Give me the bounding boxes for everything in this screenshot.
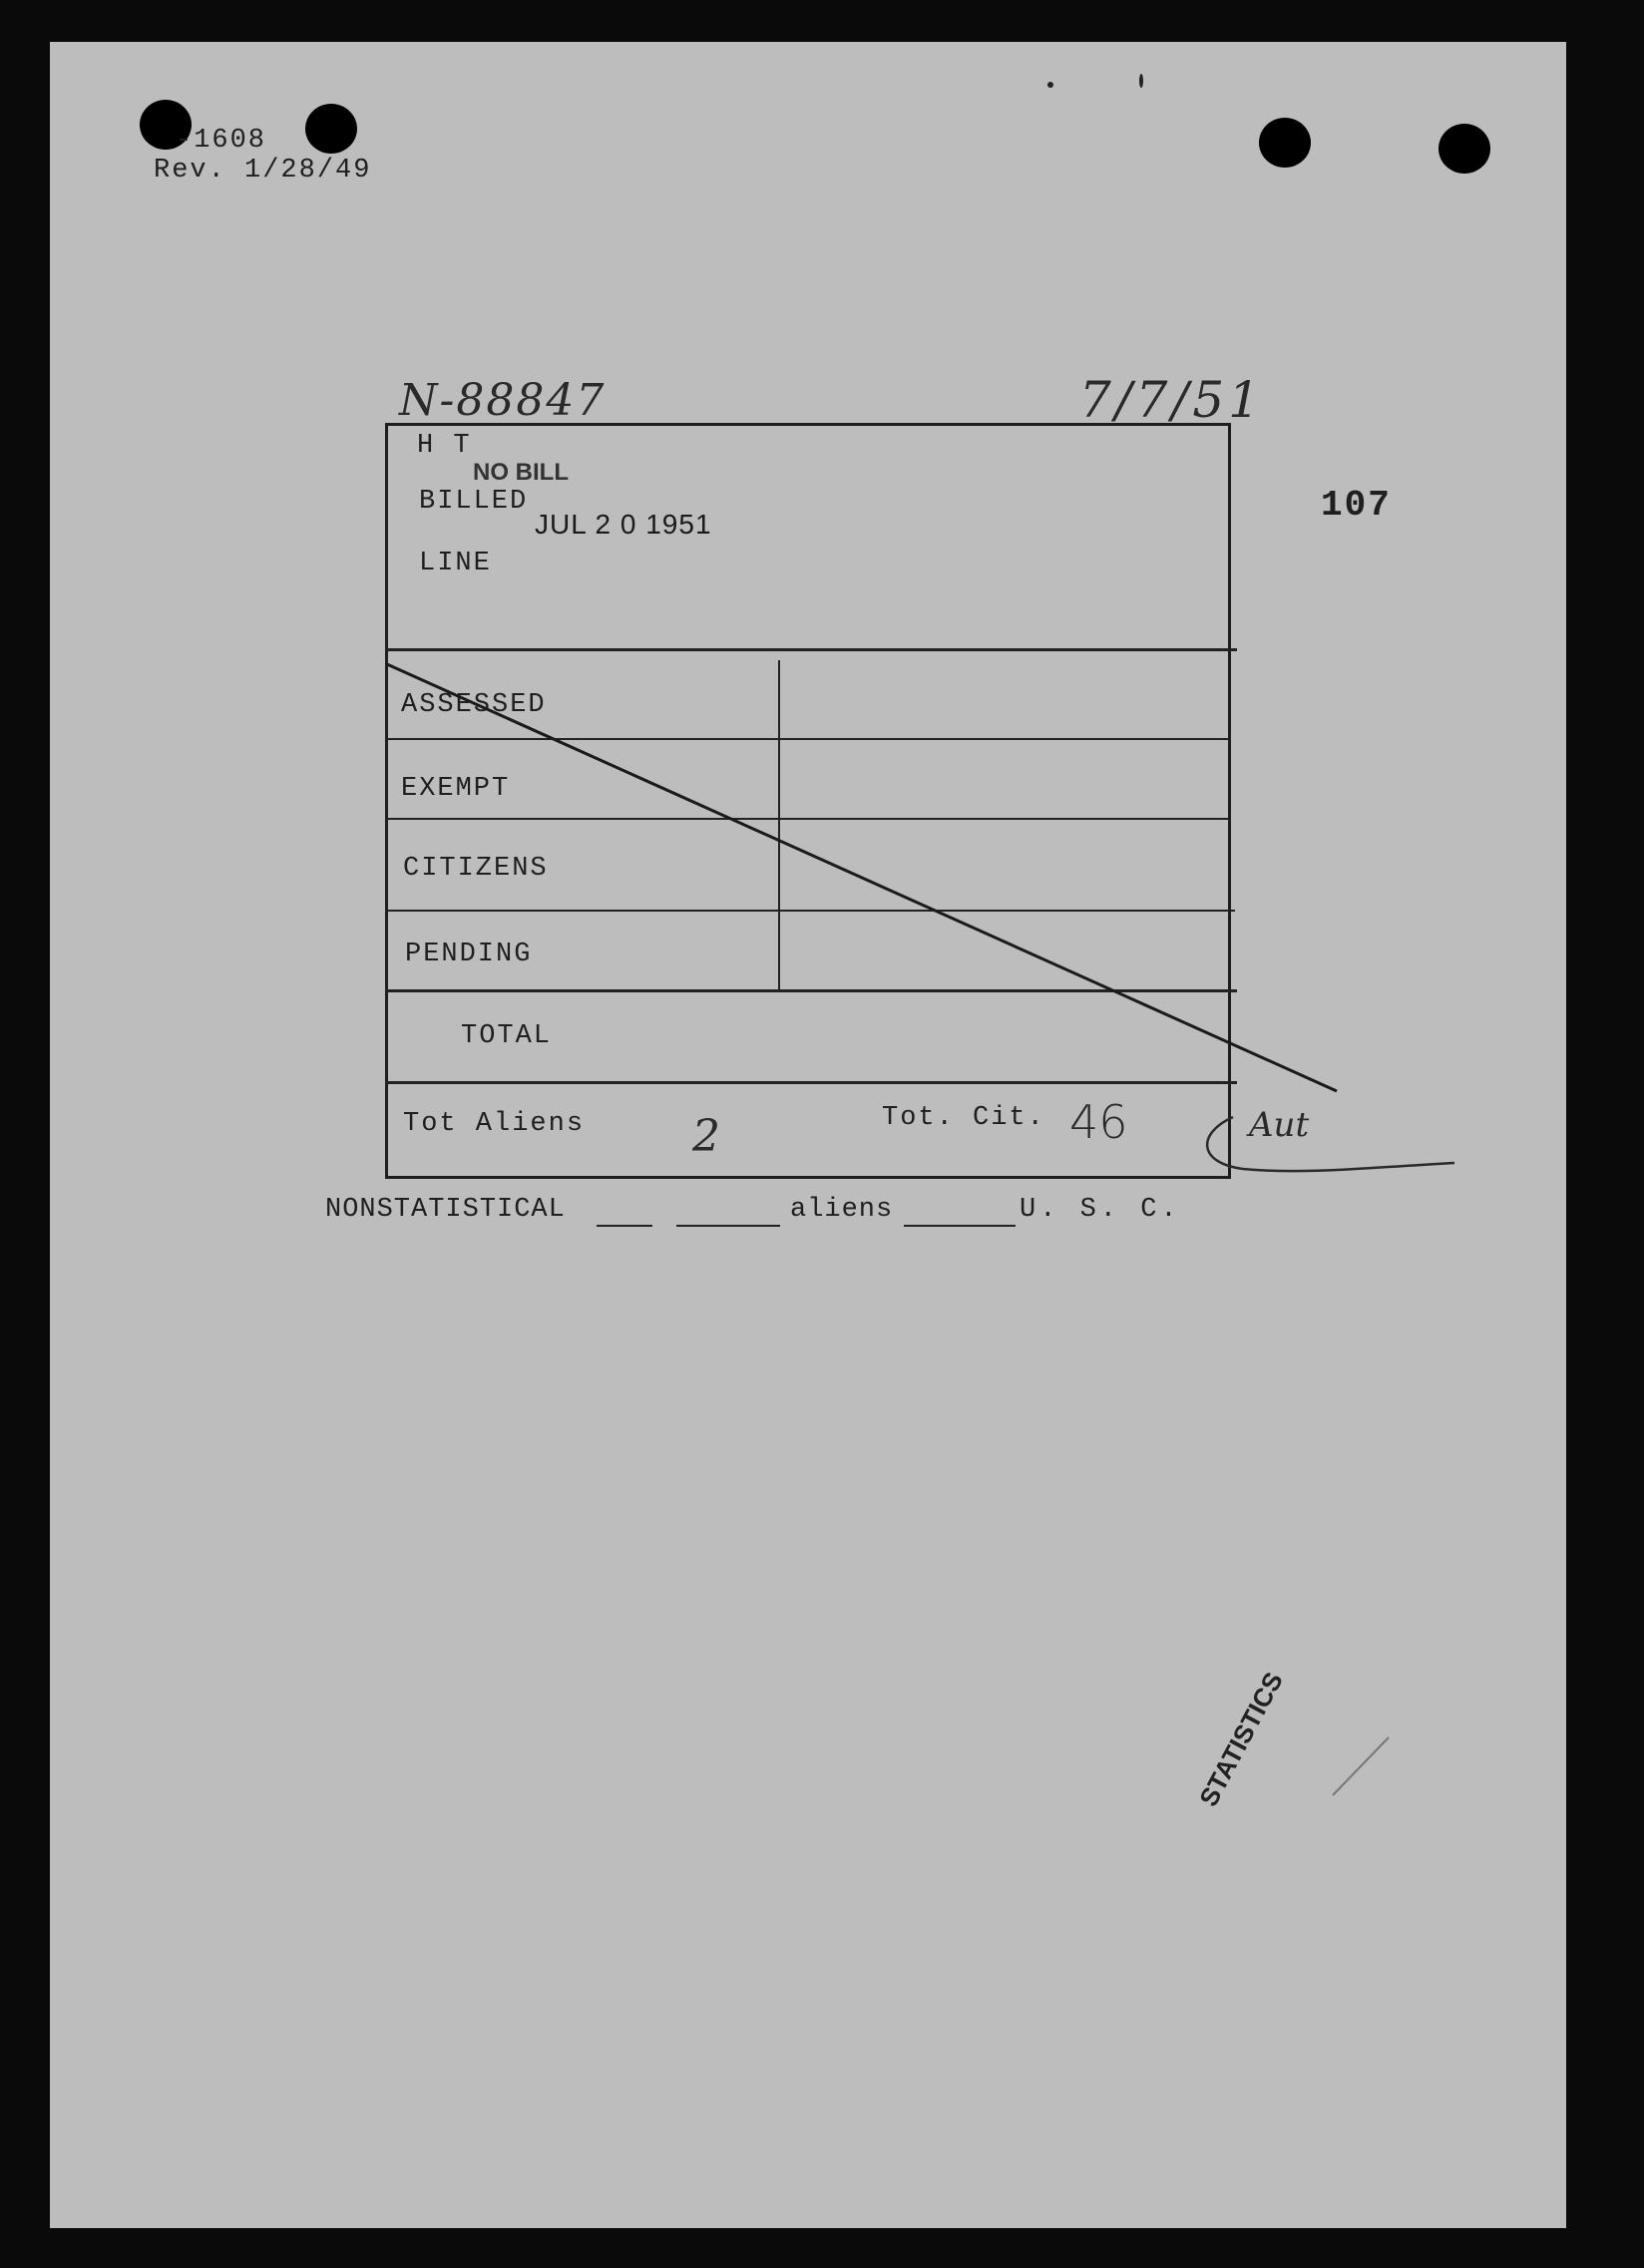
pen-marks — [50, 42, 1566, 2228]
usc-label: U. S. C. — [1020, 1195, 1181, 1225]
nonstatistical-label: NONSTATISTICAL — [325, 1195, 566, 1225]
no-bill-stamp: NO BILL — [473, 459, 569, 486]
row-label-exempt: EXEMPT — [401, 774, 511, 804]
form-number: -1608 — [176, 126, 267, 156]
strike-through-line — [387, 664, 1337, 1091]
tot-aliens-label: Tot Aliens — [403, 1109, 586, 1139]
stamp-streak — [1333, 1737, 1389, 1795]
tot-cit-label: Tot. Cit. — [882, 1103, 1045, 1133]
document-page — [50, 42, 1566, 2228]
line-label: LINE — [419, 549, 492, 578]
row-label-pending: PENDING — [405, 940, 533, 969]
statistics-stamp: STATISTICS — [1193, 1667, 1289, 1812]
file-number: N-88847 — [399, 375, 607, 426]
signature-loop — [1207, 1117, 1454, 1171]
total-label: TOTAL — [461, 1021, 553, 1051]
aliens-label: aliens — [790, 1195, 894, 1225]
row-label-citizens: CITIZENS — [403, 854, 549, 884]
handwritten-date: 7/7/51 — [1079, 371, 1264, 429]
billed-date-stamp: JUL 2 0 1951 — [535, 509, 712, 540]
billed-label: BILLED — [419, 487, 529, 517]
form-revision: Rev. 1/28/49 — [154, 156, 372, 186]
ht-label: H T — [417, 431, 472, 461]
page-number: 107 — [1321, 485, 1392, 526]
row-label-assessed: ASSESSED — [401, 690, 547, 720]
tot-cit-value: 46 — [1069, 1095, 1128, 1149]
tot-aliens-value: 2 — [692, 1111, 720, 1162]
initials-signature: Aut — [1249, 1105, 1310, 1145]
